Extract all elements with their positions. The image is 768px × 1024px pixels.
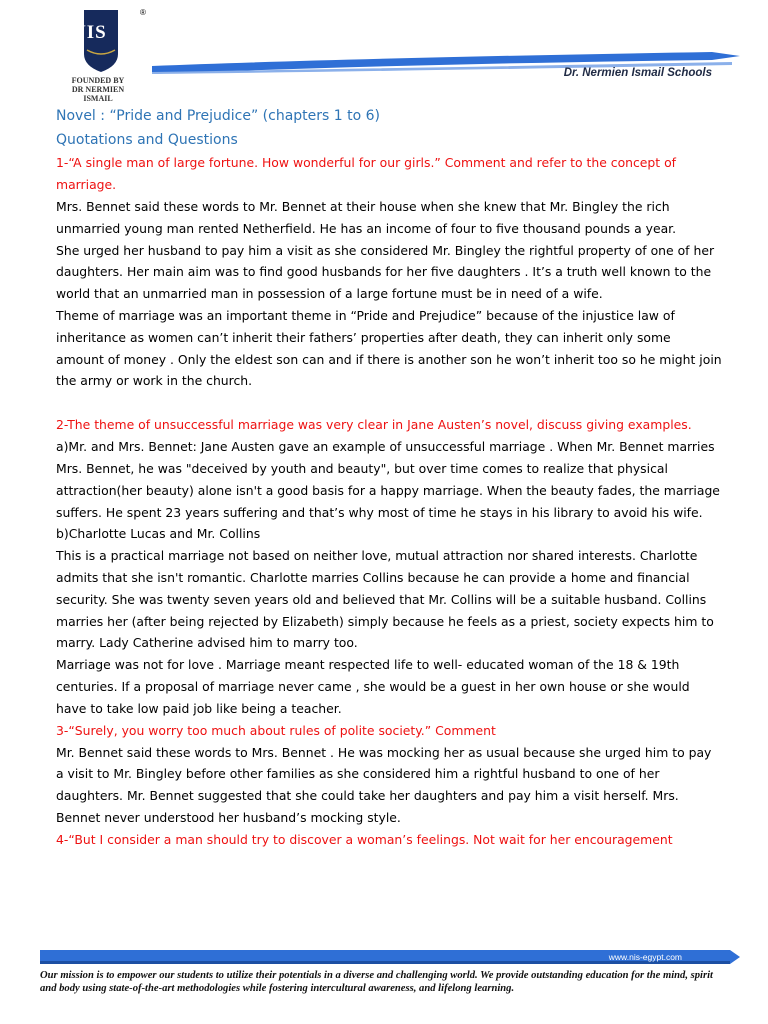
answer-paragraph: b)Charlotte Lucas and Mr. Collins	[56, 526, 261, 542]
answer-paragraph: Theme of marriage was an important theme in “Pride and Prejudice” because of the injustice law of inheritance as women can’t inherit their fathers’ properties after death, they can inherit only some amount of money . Only the eldest son can and if there is another son he won’t inherit too so he might join the army or work in the church.	[56, 307, 722, 389]
answer-paragraph: a)Mr. and Mrs. Bennet: Jane Austen gave an example of unsuccessful marriage . When Mr. Bennet marries Mrs. Bennet, he was "deceived by youth and beauty", but over time comes to realize that physical attraction(her beauty) alone isn't a good basis for a happy marriage. When the beauty fades, the marriage suffers. He spent 23 years suffering and that’s why most of time he stays in his library to avoid his wife.	[56, 439, 720, 520]
answer-paragraph: Marriage was not for love . Marriage meant respected life to well- educated woman of the 18 & 19th centuries. If a proposal of marriage never came , she would be a guest in her own house or she would have to take low paid job like being a teacher.	[56, 657, 690, 716]
document-body	[56, 104, 722, 851]
question-1: 1-“A single man of large fortune. How wonderful for our girls.” Comment and refer to the concept of marriage.	[56, 155, 677, 192]
logo-text: NIS	[72, 22, 107, 43]
spacer	[56, 392, 722, 414]
answer-paragraph: She urged her husband to pay him a visit as she considered Mr. Bingley the rightful property of one of her daughters. Her main aim was to find good husbands for her five daughters . It’s a truth well known to the world that an unmarried man in possession of a large fortune must be in need of a wife.	[56, 242, 715, 302]
question-4: 4-“But I consider a man should try to discover a woman’s feelings. Not wait for her encouragement	[56, 831, 673, 847]
founder-name: DR NERMIEN ISMAIL	[71, 85, 125, 103]
founded-by-text	[58, 76, 138, 103]
registered-mark: ®	[140, 8, 146, 17]
mission-statement: Our mission is to empower our students to utilize their potentials in a diverse and challenging world. We provide outstanding education for the mind, spirit and body using state-of-the-art methodologies while fostering intercultural awareness, and lifelong learning.	[40, 970, 714, 994]
answer-paragraph: This is a practical marriage not based on neither love, mutual attraction nor shared interests. Charlotte admits that she isn't romantic. Charlotte marries Collins because he can provide a home and financial security. She was twenty seven years old and believed that Mr. Collins will be a suitable husband. Collins marries her (after being rejected by Elizabeth) simply because he feels as a priest, society expects him to marry. Lady Catherine advised him to marry too.	[56, 548, 714, 651]
page-title: Novel : “Pride and Prejudice” (chapters 1 to 6)	[56, 108, 380, 124]
answer-paragraph: Mrs. Bennet said these words to Mr. Bennet at their house when she knew that Mr. Bingley the rich unmarried young man rented Netherfield. He has an income of four to five thousand pounds a year.	[56, 199, 677, 236]
answer-paragraph: Mr. Bennet said these words to Mrs. Bennet . He was mocking her as usual because she urged him to pay a visit to Mr. Bingley before other families as she considered him a rightful husband to one of her daughters. Mr. Bennet suggested that she could take her daughters and pay him a visit herself. Mrs. Bennet never understood her husband’s mocking style.	[56, 744, 712, 825]
question-2: 2-The theme of unsuccessful marriage was very clear in Jane Austen’s novel, discuss giving examples.	[56, 417, 692, 433]
page-subtitle: Quotations and Questions	[56, 132, 238, 148]
footer-url: www.nis-egypt.com	[608, 952, 682, 962]
question-3: 3-“Surely, you worry too much about rules of polite society.” Comment	[56, 722, 496, 738]
founded-by-label: FOUNDED BY	[71, 76, 125, 85]
school-name: Dr. Nermien Ismail Schools	[563, 67, 712, 79]
